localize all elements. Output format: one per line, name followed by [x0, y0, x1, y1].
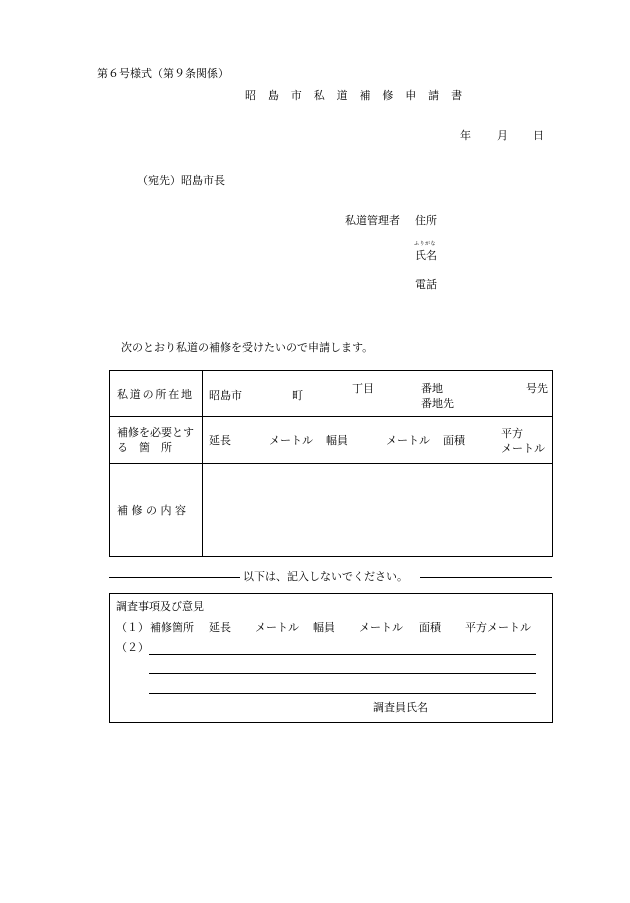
survey-length-unit: メートル: [255, 621, 299, 634]
name-label: 氏名: [415, 249, 437, 262]
name-ruby: ふりがな: [414, 241, 437, 247]
divider-line-left: [109, 577, 240, 578]
investigator-name-label: 調査員氏名: [373, 701, 428, 714]
area-width-label: 幅員: [326, 434, 348, 447]
location-value-cell[interactable]: [203, 371, 553, 417]
area-value-cell[interactable]: [203, 417, 553, 464]
survey-opinion-line-2[interactable]: [149, 673, 536, 674]
content-label-cell: [110, 464, 203, 557]
area-unit-line2: メートル: [501, 442, 545, 455]
survey-item1-marker: （１）: [116, 621, 149, 634]
survey-opinion-line-1[interactable]: [149, 654, 536, 655]
area-length-unit: メートル: [269, 434, 313, 447]
addressee: （宛先）昭島市長: [137, 174, 225, 187]
content-label: 補 修 の 内 容: [117, 504, 186, 517]
location-town: 町: [292, 389, 303, 402]
area-unit-line1: 平方: [501, 427, 523, 440]
phone-label: 電話: [415, 278, 437, 291]
divider-text: 以下は、記入しないでください。: [243, 570, 408, 583]
date-day-label: 日: [533, 129, 544, 142]
content-row: [110, 464, 553, 557]
form-title: 昭 島 市 私 道 補 修 申 請 書: [245, 89, 467, 102]
area-label-cell: [110, 417, 203, 464]
survey-width-unit: メートル: [359, 621, 403, 634]
survey-width-label: 幅員: [313, 621, 335, 634]
survey-length-label: 延長: [209, 621, 231, 634]
survey-area-label: 面積: [419, 621, 441, 634]
location-gosaki: 号先: [526, 382, 548, 395]
survey-title: 調査事項及び意見: [116, 600, 204, 613]
date-month-label: 月: [497, 129, 508, 142]
location-chome: 丁目: [352, 382, 374, 395]
location-banchi: 番地: [421, 382, 443, 395]
area-area-label: 面積: [443, 434, 465, 447]
area-label-line2: る 箇 所: [117, 441, 172, 454]
location-label-cell: [110, 371, 203, 417]
address-label: 住所: [415, 214, 437, 227]
divider-line-right: [420, 577, 552, 578]
survey-repair-place: 補修箇所: [150, 621, 194, 634]
survey-opinion-line-3[interactable]: [149, 693, 536, 694]
survey-item2-marker: （２）: [116, 641, 149, 654]
location-row: [110, 371, 553, 417]
survey-area-unit: 平方メートル: [465, 621, 531, 634]
intro-text: 次のとおり私道の補修を受けたいので申請します。: [121, 341, 374, 354]
form-number: 第６号様式（第９条関係）: [97, 67, 229, 80]
application-table: [109, 370, 553, 557]
location-banchisaki: 番地先: [421, 397, 454, 410]
applicant-role: 私道管理者: [345, 214, 400, 227]
date-year-label: 年: [460, 129, 471, 142]
area-length-label: 延長: [209, 434, 231, 447]
area-row: [110, 417, 553, 464]
area-width-unit: メートル: [386, 434, 430, 447]
location-city: 昭島市: [209, 389, 242, 402]
area-label-line1: 補修を必要とす: [117, 426, 194, 439]
content-value-cell[interactable]: [203, 464, 553, 557]
location-label: 私道の所在地: [117, 387, 194, 401]
